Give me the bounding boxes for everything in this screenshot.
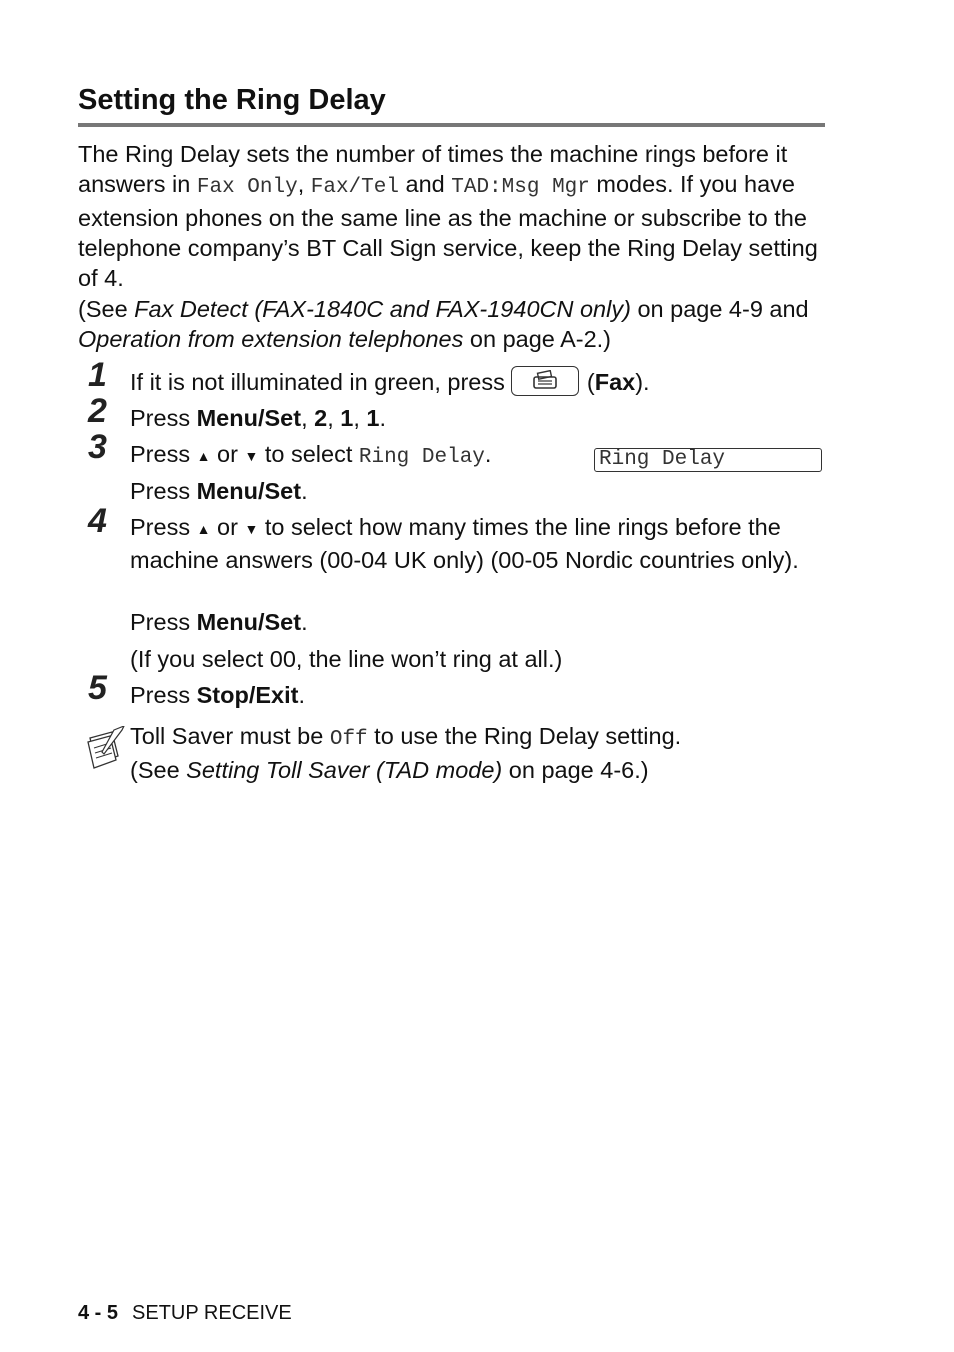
step-text: Press [130,478,197,504]
step-text: Press [130,609,197,635]
title-underline [78,123,825,127]
step-text: , [353,405,367,431]
menu-set-key: Menu/Set [196,609,302,635]
intro-text: , [297,171,311,197]
step-text: to select [258,441,359,467]
key-2: 2 [314,405,328,431]
note-text: on page 4-6.) [502,757,649,783]
down-arrow-icon: ▼ [244,521,259,537]
step-text: Press [130,405,197,431]
stop-exit-key: Stop/Exit [196,682,299,708]
step-text: . [298,682,305,708]
extension-telephones-reference: Operation from extension telephones [78,326,464,352]
step-text: , [301,405,315,431]
note-pad-icon [84,726,126,777]
step-1: If it is not illuminated in green, press (Fax). [130,367,830,399]
step-4-confirm [130,607,830,637]
step-5 [130,680,830,710]
step-text: . [484,441,492,467]
see-paragraph [78,294,838,354]
step-text: to select how many times the line rings before the machine answers (00-04 UK only) (00-05 Nordic countries only). [130,514,799,573]
fax-key-label: Fax [594,369,636,395]
step-3-confirm [130,476,830,506]
step-text: or [210,441,245,467]
step-text: . [379,405,387,431]
up-arrow-icon: ▲ [196,448,211,464]
lcd-display: Ring Delay [594,448,822,472]
toll-saver-note [130,721,830,785]
see-text: on page 4-9 and [630,296,809,322]
intro-text: modes. If you have extension phones on the same line as the machine or subscribe to the telephone company’s BT Call Sign service, keep the Ring Delay setting of 4. [78,171,818,291]
down-arrow-icon: ▼ [244,448,259,464]
note-text: to use the Ring Delay setting. [367,723,682,749]
step-4-note: (If you select 00, the line won’t ring at all.) [130,646,563,672]
step-text: , [327,405,341,431]
menu-set-key: Menu/Set [196,405,302,431]
step-number: 5 [88,669,107,707]
page-title: Setting the Ring Delay [78,84,386,116]
toll-saver-reference: Setting Toll Saver (TAD mode) [186,757,503,783]
key-1: 1 [366,405,380,431]
mode-fax-tel: Fax/Tel [310,176,399,199]
section-name: SETUP RECEIVE [132,1302,292,1324]
step-text: or [210,514,245,540]
key-1: 1 [340,405,354,431]
step-text: Press [130,514,197,540]
note-text: Toll Saver must be [130,723,330,749]
intro-text: and [398,171,452,197]
step-2 [130,403,830,433]
page-number: 4 - 5 [78,1302,119,1324]
intro-paragraph [78,139,838,293]
fax-detect-reference: Fax Detect (FAX-1840C and FAX-1940CN only) [134,296,631,322]
step-text: Press [130,682,197,708]
mode-fax-only: Fax Only [196,176,298,199]
step-number: 4 [88,502,107,540]
step-4 [130,512,830,575]
fax-key-icon [511,366,579,396]
step-text: . [301,478,308,504]
see-text: (See [78,296,135,322]
step-text: If it is not illuminated in green, press [130,369,505,395]
note-text: (See [130,757,187,783]
step-number: 2 [88,392,107,430]
step-number: 1 [88,356,107,394]
step-number: 3 [88,428,107,466]
up-arrow-icon: ▲ [196,521,211,537]
intro-text: The Ring Delay sets the number of times the machine rings before it answers in [78,141,788,197]
see-text: on page A-2.) [463,326,612,352]
off-setting: Off [329,728,368,751]
mode-tad-msg-mgr: TAD:Msg Mgr [451,176,590,199]
menu-set-key: Menu/Set [196,478,302,504]
ring-delay-option: Ring Delay [358,446,485,469]
page-footer [78,1301,292,1325]
step-text: Press [130,441,197,467]
step-text: . [301,609,308,635]
